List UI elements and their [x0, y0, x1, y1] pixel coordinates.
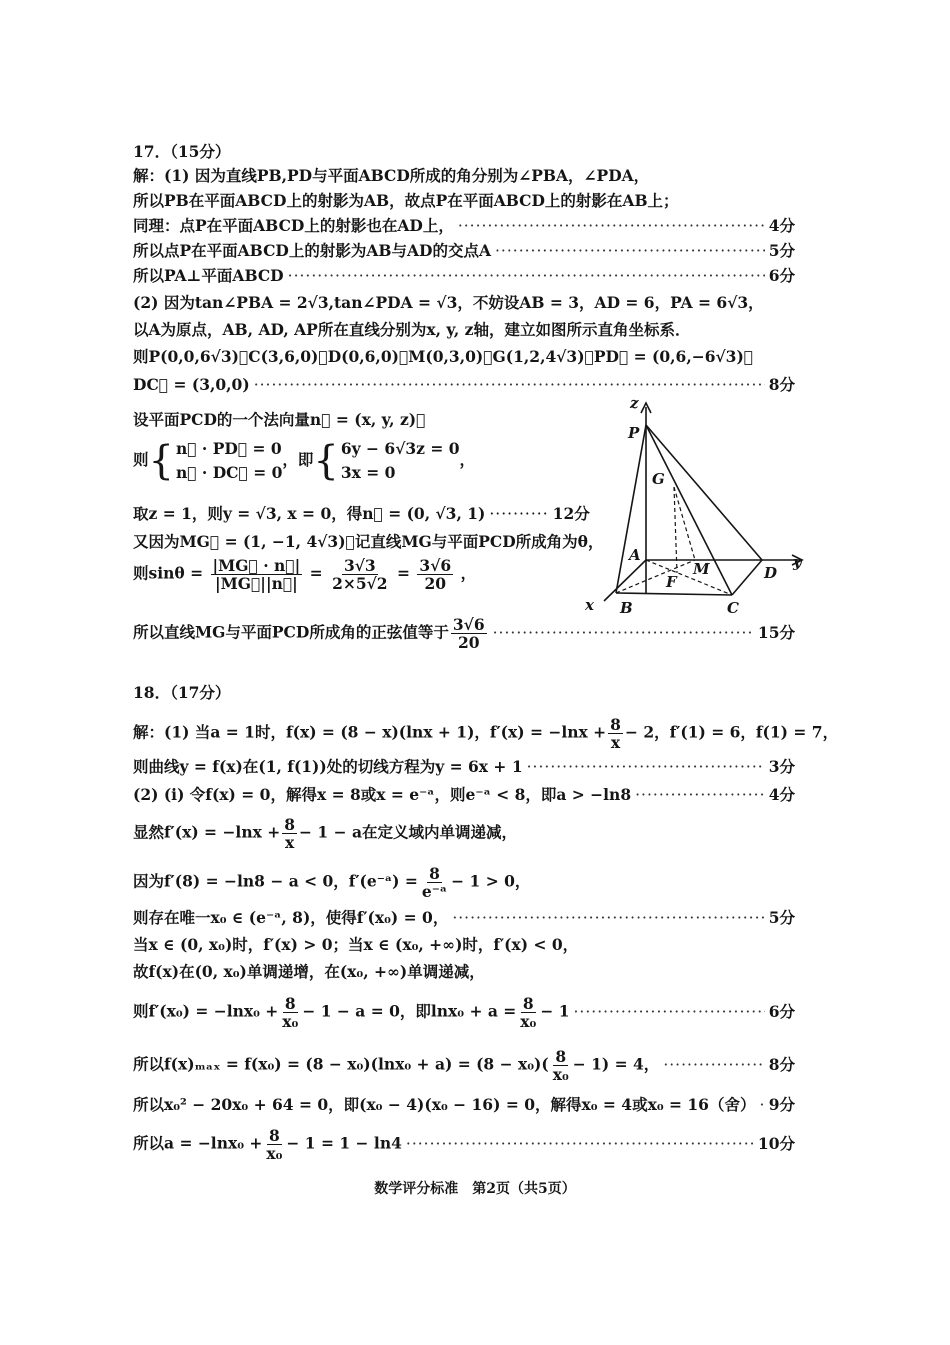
x-axis [604, 560, 646, 601]
q18-line [133, 1095, 795, 1115]
figure-label: C [727, 599, 739, 617]
sine-formula: 则sinθ = $\frac{|MG⃗ \cdot n⃗|}{|MG⃗||n⃗|}$ = $\frac{3√3}{2\times 5√2}$ = $\frac{3√6}{20}$ ， [133, 556, 477, 593]
q18-line: 解：(1) 当a = 1时，f(x) = (8 − x)(lnx + 1)，f′(x) = −lnx + $\frac{8}{x}$ − 2，f′(1) = 6，f(1) = 7， [133, 715, 839, 752]
q17-line [133, 241, 795, 261]
line-text: 所以PA⊥平面ABCD [133, 266, 284, 285]
q17-line [133, 216, 795, 236]
q18-line: 因为f′(8) = −ln8 − a < 0，f′(e⁻ᵃ) = $\frac{8}{\text{e⁻ᵃ}}$ − 1 > 0， [133, 864, 531, 901]
equation-system: 则 { n⃗ · PD⃗ = 0 n⃗ · DC⃗ = 0 ，即 { 6y − 6√3z = 0 3x = 0 ， [133, 438, 476, 484]
system-row: n⃗ · PD⃗ = 0 [175, 439, 282, 458]
q17-line [133, 375, 795, 395]
system-row: 6y − 6√3z = 0 [340, 439, 460, 458]
q18-line [133, 757, 795, 777]
score: 6分 [768, 1001, 795, 1021]
edge-CD [732, 560, 762, 595]
edge-BC [616, 593, 732, 595]
dashed-AC [646, 560, 732, 595]
page-footer: 数学评分标准 第2页（共5页） [374, 1181, 576, 1197]
q17-line: 又因为MG⃗ = (1, −1, 4√3)，记直线MG与平面PCD所成角为θ， [133, 532, 604, 551]
line-text: 则曲线y = f(x)在(1, f(1))处的切线方程为y = 6x + 1 [133, 757, 523, 776]
figure-label: A [629, 546, 641, 564]
q17-line: 则P(0,0,6√3)，C(3,6,0)，D(0,6,0)，M(0,3,0)，G(1,2,4√3)，PD⃗ = (0,6,−6√3)， [133, 347, 754, 366]
q17-heading: 17．（15分） [133, 142, 231, 161]
q17-line: 取z = 1，则y = √3, x = 0，得n⃗ = (0, √3, 1) ·········· 12分 [133, 504, 590, 523]
figure-label: P [628, 424, 640, 442]
figure-label: z [630, 395, 639, 412]
score: 5分 [768, 241, 795, 260]
line-text: (2) (i) 令f(x) = 0，解得x = 8或x = e⁻ᵃ，则e⁻ᵃ < 8，即a > −ln8 [133, 785, 632, 804]
line-text: 所以点P在平面ABCD上的射影为AB与AD的交点A [133, 241, 491, 260]
q18-line: 所以a = −lnx₀ + $\frac{8}{\text{x₀}}$ − 1 = 1 − ln4 ····· 10分 [133, 1127, 795, 1162]
q18-line [133, 908, 795, 928]
q17-line: 解：(1) 因为直线PB,PD与平面ABCD所成的角分别为∠PBA，∠PDA， [133, 166, 650, 185]
figure-label: x [585, 596, 594, 614]
dashed-GM [674, 487, 695, 560]
q18-line [133, 785, 795, 805]
line-text: 则存在唯一x₀ ∈ (e⁻ᵃ, 8)，使得f′(x₀) = 0， [133, 908, 449, 927]
q17-line: 以A为原点，AB, AD, AP所在直线分别为x, y, z轴，建立如图所示直角坐标系． [133, 320, 691, 339]
q18-line: 当x ∈ (0, x₀)时，f′(x) > 0；当x ∈ (x₀, +∞)时，f′(x) < 0， [133, 935, 579, 954]
q18-line: 显然f′(x) = −lnx + $\frac{8}{x}$ − 1 − a在定义域内单调递减， [133, 815, 518, 852]
score: 10分 [757, 1133, 795, 1153]
q18-line: 则f′(x₀) = −lnx₀ + $\frac{8}{\text{x₀}}$ − 1 − a = 0，即lnx₀ + a = $\frac{8}{\text{x₀}}$ − 1 ····· 6分 [133, 995, 795, 1030]
score: 4分 [768, 216, 795, 235]
line-text: DC⃗ = (3,0,0) [133, 375, 250, 394]
q17-line [133, 266, 795, 286]
q18-line: 所以f(x)ₘₐₓ = f(x₀) = (8 − x₀)(lnx₀ + a) = (8 − x₀)( $\frac{8}{\text{x₀}}$ − 1) = 4， ····· 8分 [133, 1048, 795, 1083]
figure-label: M [693, 560, 710, 578]
line-text: 所以直线MG与平面PCD所成角的正弦值等于 [133, 622, 449, 642]
score: 5分 [768, 908, 795, 927]
score: 15分 [757, 622, 795, 642]
system-row: 3x = 0 [340, 463, 396, 482]
edge-PB [616, 425, 646, 593]
figure-label: y [793, 553, 802, 571]
system-row: n⃗ · DC⃗ = 0 [175, 463, 283, 482]
score: 4分 [768, 785, 795, 804]
score: 6分 [768, 266, 795, 285]
score: 8分 [768, 1054, 795, 1074]
score: 8分 [768, 375, 795, 394]
score: 9分 [768, 1095, 795, 1114]
score: 3分 [768, 757, 795, 776]
figure-label: G [652, 470, 665, 488]
figure-label: F [666, 573, 677, 591]
q17-line: 所以直线MG与平面PCD所成角的正弦值等于 $\frac{3√6}{20}$ ····· 15分 [133, 616, 795, 651]
q17-line: (2) 因为tan∠PBA = 2√3,tan∠PDA = √3，不妨设AB = 3，AD = 6，PA = 6√3， [133, 293, 764, 312]
score: 12分 [552, 504, 590, 523]
q18-heading: 18．（17分） [133, 683, 231, 702]
q18-line: 故f(x)在(0, x₀)单调递增，在(x₀, +∞)单调递减， [133, 962, 485, 981]
pyramid-figure [580, 395, 810, 620]
line-text: 同理：点P在平面ABCD上的射影也在AD上， [133, 216, 454, 235]
figure-label: B [620, 599, 633, 617]
dashed-BM [616, 560, 695, 593]
q17-line: 所以PB在平面ABCD上的射影为AB，故点P在平面ABCD上的射影在AB上； [133, 191, 679, 210]
q17-line: 设平面PCD的一个法向量n⃗ = (x, y, z)， [133, 410, 426, 429]
figure-label: D [764, 564, 778, 582]
line-text: 所以x₀² − 20x₀ + 64 = 0，即(x₀ − 4)(x₀ − 16) = 0，解得x₀ = 4或x₀ = 16（舍） [133, 1095, 756, 1114]
